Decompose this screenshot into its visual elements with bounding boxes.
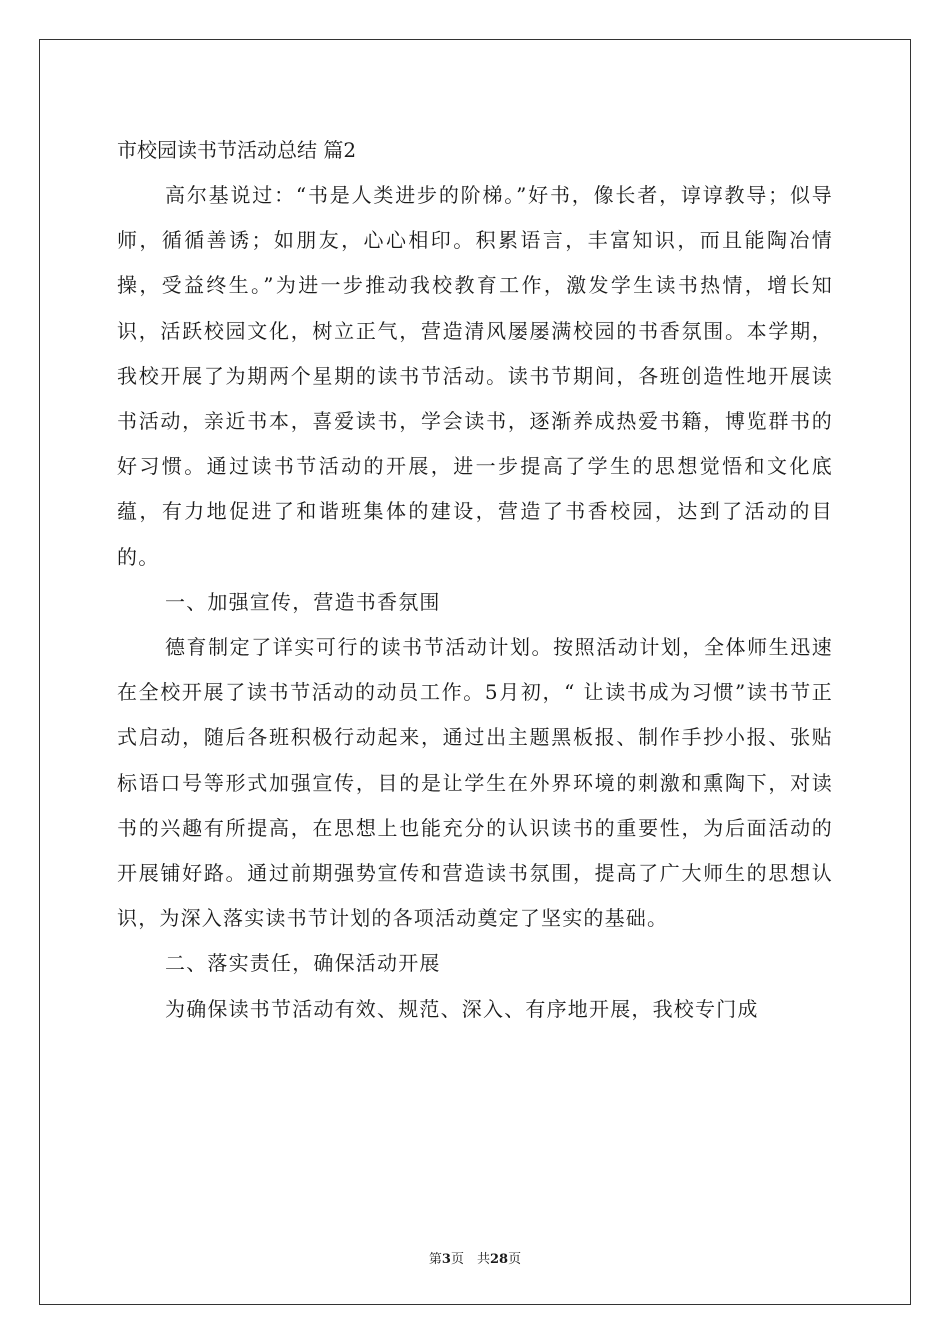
paragraph-section-1: 德育制定了详实可行的读书节活动计划。按照活动计划，全体师生迅速在全校开展了读书节活动的动员工作。5月初，“ 让读书成为习惯”读书节正式启动，随后各班积极行动起来，通过出主题黑板报、制作手抄小报、张贴标语口号等形式加强宣传，目的是让学生在外界环境的刺激和熏陶下，对读书的兴趣有所提高，在思想上也能充分的认识读书的重要性，为后面活动的开展铺好路。通过前期强势宣传和营造读书氛围，提高了广大师生的思想认识，为深入落实读书节计划的各项活动奠定了坚实的基础。 (117, 635, 833, 931)
footer-total-pages: 28 (489, 1252, 509, 1267)
document-title: 市校园读书节活动总结 篇2 (117, 138, 357, 162)
section-heading-1: 一、加强宣传，营造书香氛围 (165, 589, 441, 614)
footer-middle: 页 共 (450, 1252, 490, 1267)
footer-current-page: 3 (441, 1252, 451, 1267)
page-footer (0, 1248, 950, 1267)
paragraph-intro: 高尔基说过：“书是人类进步的阶梯。”好书，像长者，谆谆教导；似导师，循循善诱；如朋友，心心相印。积累语言，丰富知识，而且能陶冶情操，受益终生。”为进一步推动我校教育工作，激发学生读书热情，增长知识，活跃校园文化，树立正气，营造清风屡屡满校园的书香氛围。本学期，我校开展了为期两个星期的读书节活动。读书节期间，各班创造性地开展读书活动，亲近书本，喜爱读书，学会读书，逐渐养成热爱书籍，博览群书的好习惯。通过读书节活动的开展，进一步提高了学生的思想觉悟和文化底蕴，有力地促进了和谐班集体的建设，营造了书香校园，达到了活动的目的。 (117, 183, 833, 569)
document-body (117, 128, 833, 1032)
footer-suffix: 页 (508, 1252, 522, 1267)
paragraph-section-2: 为确保读书节活动有效、规范、深入、有序地开展，我校专门成 (165, 996, 759, 1021)
section-heading-2: 二、落实责任，确保活动开展 (165, 951, 441, 976)
footer-prefix: 第 (428, 1252, 442, 1267)
